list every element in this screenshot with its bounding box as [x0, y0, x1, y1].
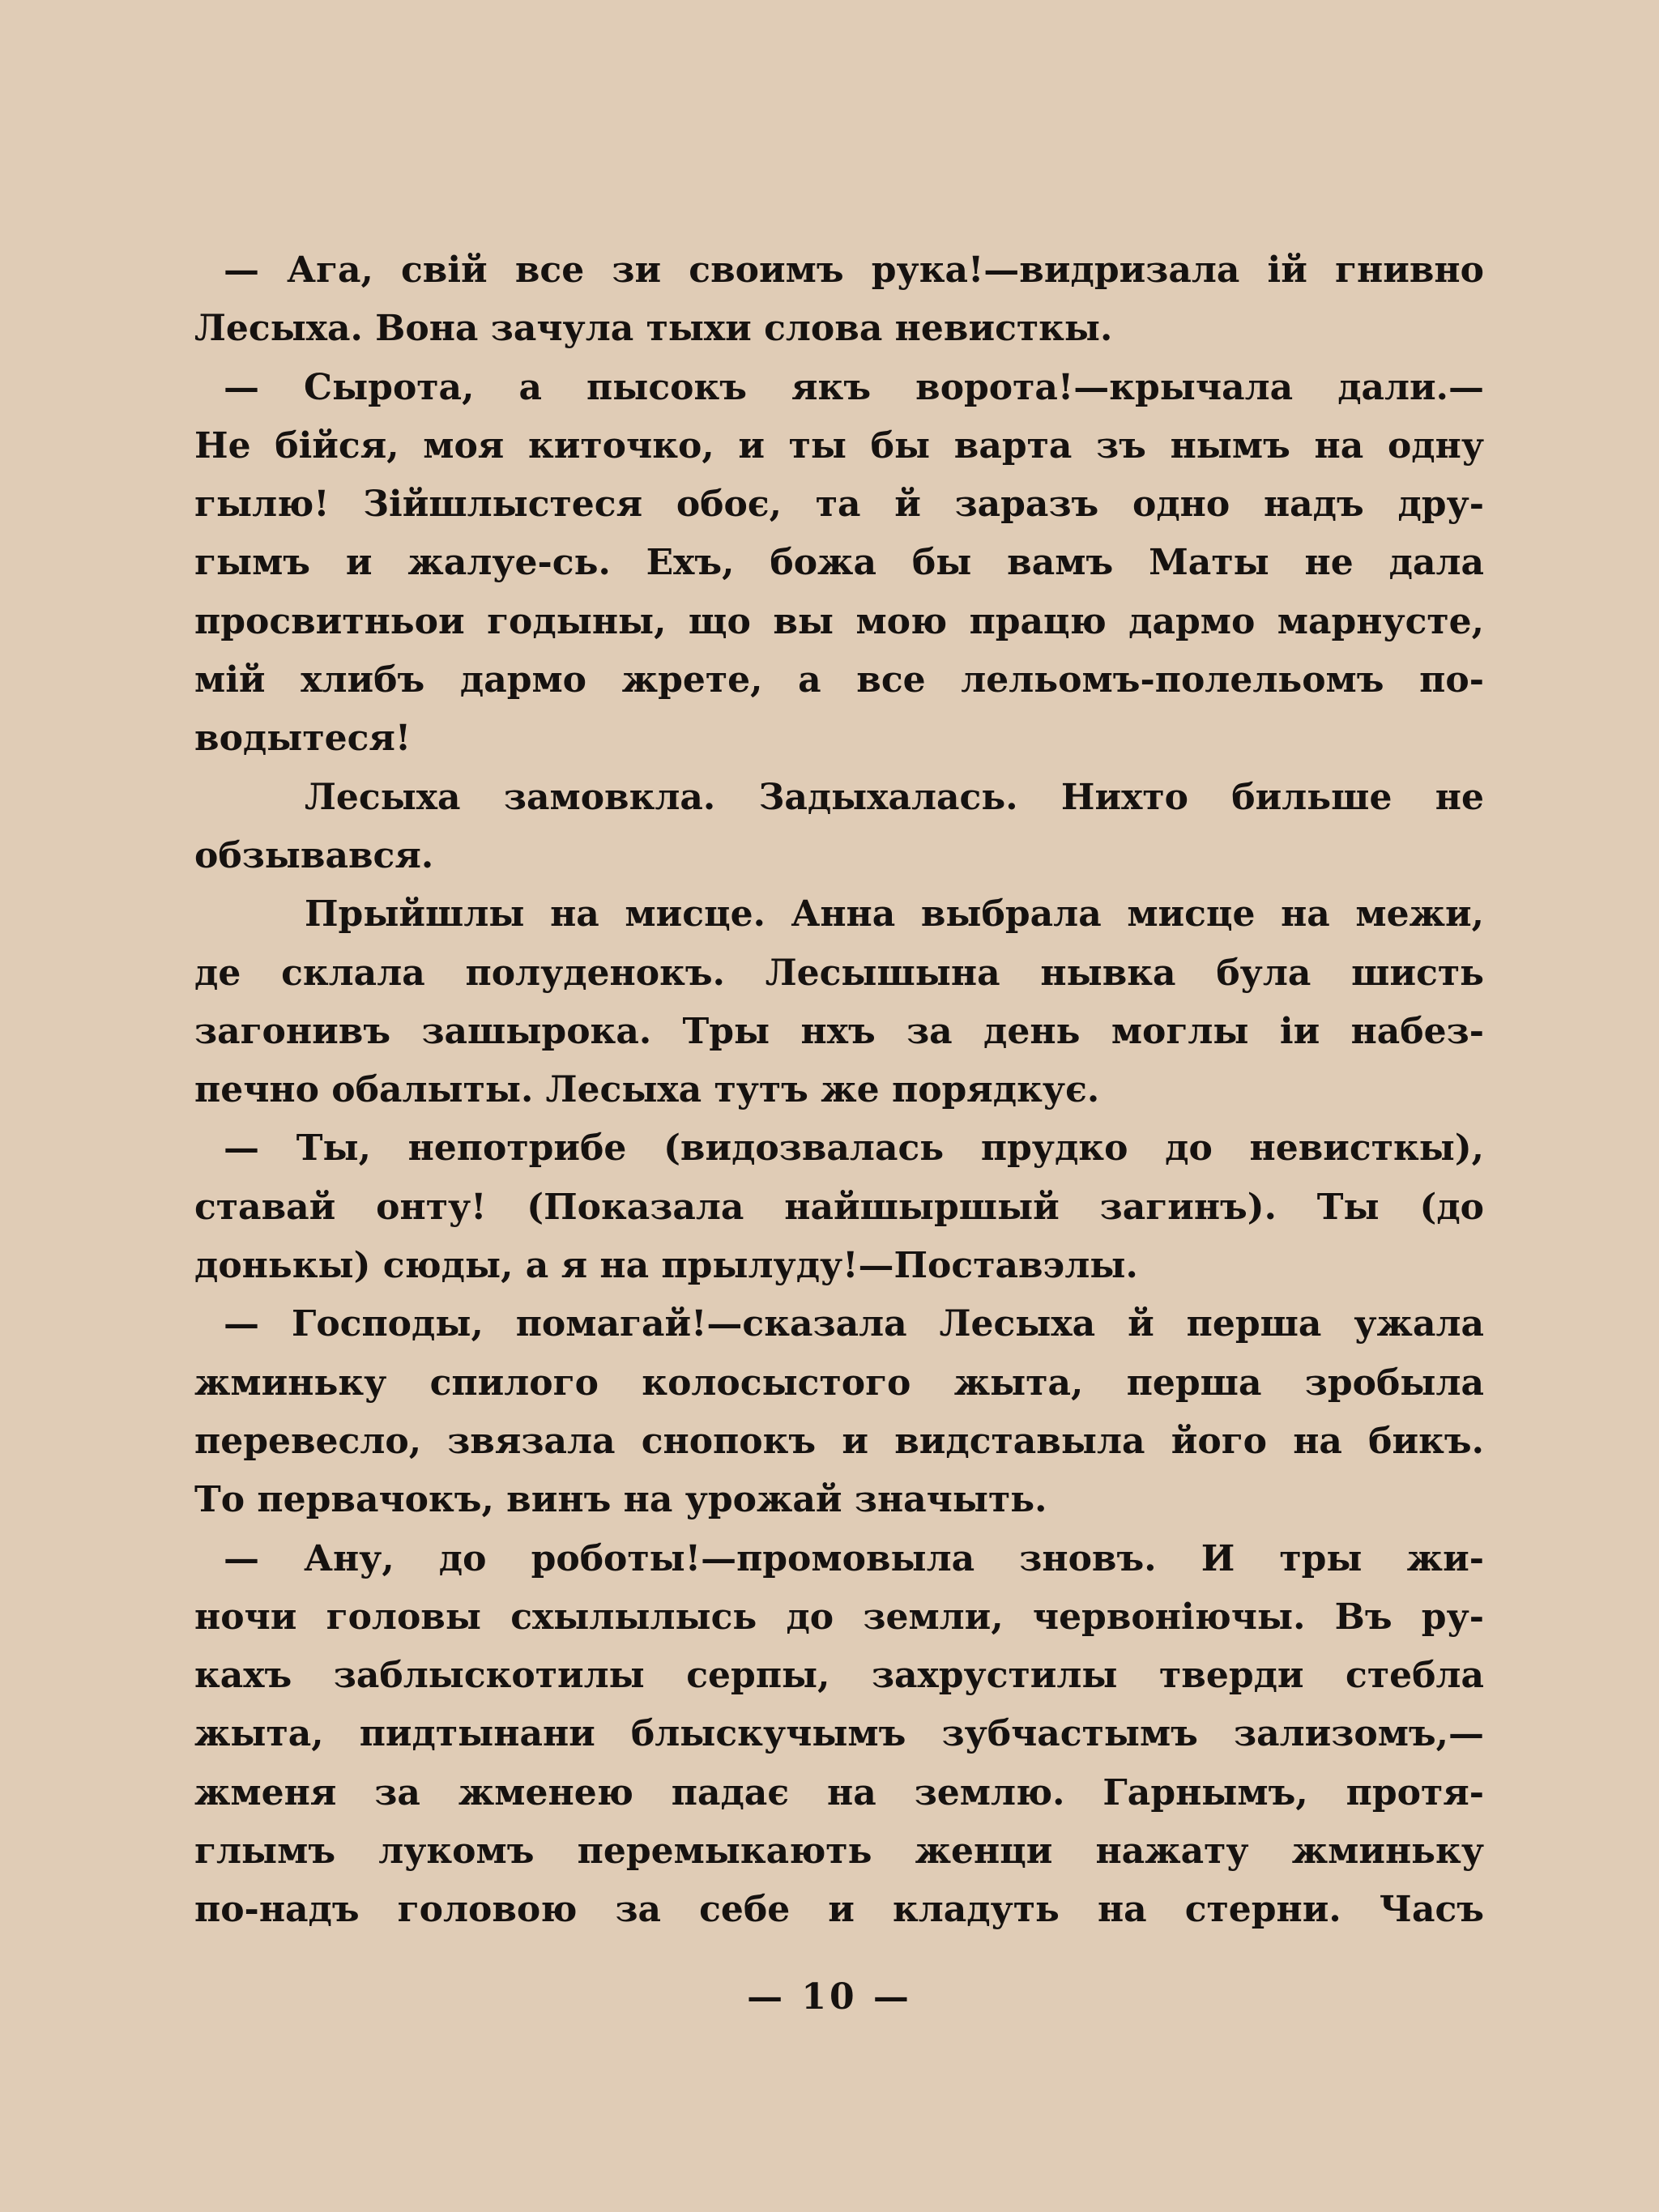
body-text [194, 241, 1484, 1940]
text-line: жменя за жменею падає на землю. Гарнымъ, протя- [194, 1771, 1484, 1813]
text-line: То первачокъ, винъ на урожай значыть. [194, 1479, 1047, 1521]
text-line: обзывався. [194, 834, 434, 876]
text-line: донькы) сюды, а я на прылуду!—Поставэлы. [194, 1245, 1138, 1287]
text-line: Лесыха. Вона зачула тыхи слова невисткы. [194, 308, 1113, 350]
text-line: — Ану, до роботы!—промовыла зновъ. И тры жи- [224, 1537, 1484, 1579]
text-line: просвитньои годыны, що вы мою працю дармо марнусте, [194, 600, 1484, 642]
text-line: гылю! Зійшлыстеся обоє, та й заразъ одно надъ дру- [194, 484, 1484, 526]
text-line: мій хлибъ дармо жрете, а все лельомъ-полельомъ по- [194, 659, 1484, 701]
text-line: жыта, пидтынани блыскучымъ зубчастымъ зализомъ,— [194, 1713, 1484, 1755]
text-line: глымъ лукомъ перемыкають женци нажату жминьку [194, 1831, 1484, 1873]
text-line: жминьку спилого колосыстого жыта, перша зробыла [194, 1362, 1484, 1404]
text-line: ставай онту! (Показала найшыршый загинъ). Ты (до [194, 1186, 1484, 1228]
text-line: по-надъ головою за себе и кладуть на стерни. Часъ [194, 1889, 1484, 1931]
text-line: Лесыха замовкла. Задыхалась. Нихто бильше не [305, 776, 1484, 818]
text-line: водытеся! [194, 718, 412, 760]
text-line: ночи головы схылылысь до земли, червоніючы. Въ ру- [194, 1596, 1484, 1638]
text-line: печно обалыты. Лесыха тутъ же порядкує. [194, 1069, 1100, 1111]
text-line: — Ага, свій все зи своимъ рука!—видризала ій гнивно [224, 249, 1484, 291]
text-line: — Ты, непотрибе (видозвалась прудко до невисткы), [224, 1127, 1484, 1170]
text-line: перевесло, звязала снопокъ и видставыла його на бикъ. [194, 1420, 1484, 1462]
page-number: — 10 — [747, 1976, 912, 2018]
text-line: Не бійся, моя киточко, и ты бы варта зъ нымъ на одну [194, 424, 1484, 467]
text-line: Прыйшлы на мисце. Анна выбрала мисце на межи, [305, 893, 1484, 936]
text-line: — Сырота, а пысокъ якъ ворота!—крычала дали.— [224, 366, 1484, 408]
text-line: загонивъ зашырока. Тры нхъ за день моглы іи набез- [194, 1010, 1484, 1052]
text-line: де склала полуденокъ. Лесышына нывка була шисть [194, 952, 1484, 994]
text-line: гымъ и жалуе-сь. Ехъ, божа бы вамъ Маты не дала [194, 542, 1484, 584]
text-line: — Господы, помагай!—сказала Лесыха й перша ужала [224, 1303, 1484, 1345]
text-line: кахъ заблыскотилы серпы, захрустилы тверди стебла [194, 1655, 1484, 1697]
